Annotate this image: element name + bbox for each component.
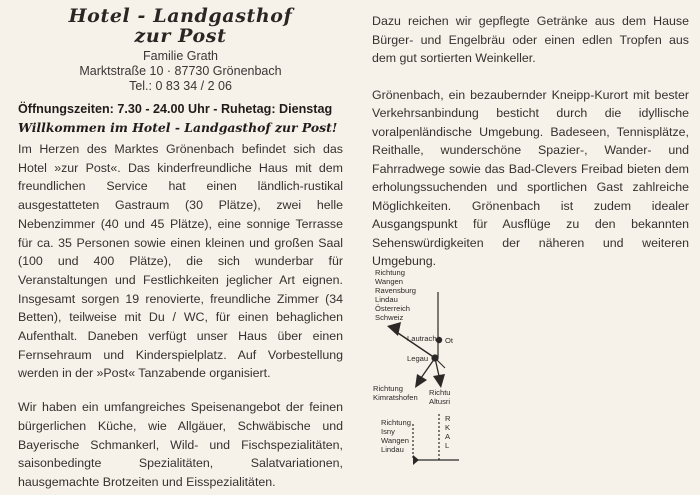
street-address: Marktstraße 10 · 87730 Grönenbach [79, 64, 282, 78]
hotel-title-line1: Hotel - Landgasthof [68, 5, 293, 27]
welcome-heading: Willkommen im Hotel - Landgasthof zur Post! [18, 120, 338, 135]
label-ot: Ot [445, 336, 454, 345]
drinks-paragraph: Dazu reichen wir gepflegte Getränke aus dem Hause Bürger- und Engelbräu oder einen edlen Tropfen aus dem gut sortierten Weinkeller. [372, 14, 689, 65]
right-column [372, 12, 689, 271]
label-isny: Richtung Isny Wangen Lindau [381, 418, 411, 454]
label-kimratshofen: Richtung Kimratshofen [373, 384, 418, 402]
label-legau: Legau [407, 354, 429, 363]
label-wangen-direction: Richtung Wangen Ravensburg Lindau Österreich Schweiz [375, 268, 416, 322]
family-name: Familie Grath [142, 49, 219, 63]
directions-map [373, 264, 463, 490]
hotel-title-line2: zur Post [134, 25, 227, 47]
arrow-altusried-icon [433, 374, 445, 388]
left-column [18, 6, 343, 492]
label-right-fragment: R K A L [445, 414, 451, 450]
description-paragraph: Im Herzen des Marktes Grönenbach befindet sich das Hotel »zur Post«. Das kinderfreundliche Haus mit dem freundlichen Service hat einen ländlich-rustikal ausgestatteten Gastraum (30 Plätze), zwei helle Nebenzimmer (40 und 45 Plätze), eine sonnige Terrasse für ca. 35 Personen sowie einen kleinen und großen Saal (100 und 400 Plätze), die sich wunderbar für Veranstaltungen und Festlichkeiten jeglicher Art eignen. Insgesamt sorgen 19 renovierte, freundliche Zimmer (34 Betten), teilweise mit Du / WC, für einen behaglichen Aufenthalt. Daneben verfügt unser Haus über einen Fernsehraum und Kinderspielplatz. Auf Vorbestellung werden in der »Post« Tanzabende organisiert. [18, 142, 343, 381]
lautrach-node [436, 337, 442, 343]
town-paragraph: Grönenbach, ein bezaubernder Kneipp-Kurort mit bester Verkehrsanbindung besticht durch die idyllische voralpenländische Umgebung. Badeseen, Tennisplätze, Reithalle, wunderschöne Spazier-, Wander- und Fahrradwege sowie das Bad-Clevers Freibad bieten dem erholungssuchenden und sportlichen Gast zahlreiche Möglichkeiten. Grönenbach ist zudem idealer Ausgangspunkt für Ausflüge zu den bekannten Sehenswürdigkeiten der näheren und weiteren Umgebung. [372, 87, 689, 268]
opening-hours: Öffnungszeiten: 7.30 - 24.00 Uhr - Ruhetag: Dienstag [18, 102, 333, 116]
phone-number: Tel.: 0 83 34 / 2 06 [129, 79, 232, 93]
label-lautrach: Lautrach [407, 334, 437, 343]
cuisine-paragraph: Wir haben ein umfangreiches Speisenangebot der feinen bürgerlichen Küche, wie Allgäuer, Schwäbische und Bayerische Schmankerl, Wild- und Fischspezialitäten, saisonbedingte Spezialitäten, Salatvariationen, hausgemachte Brotzeiten und Eisspezialitäten. [18, 400, 343, 489]
arrow-isny-icon [413, 455, 419, 465]
label-altusried: Richtu Altusri [429, 388, 451, 406]
